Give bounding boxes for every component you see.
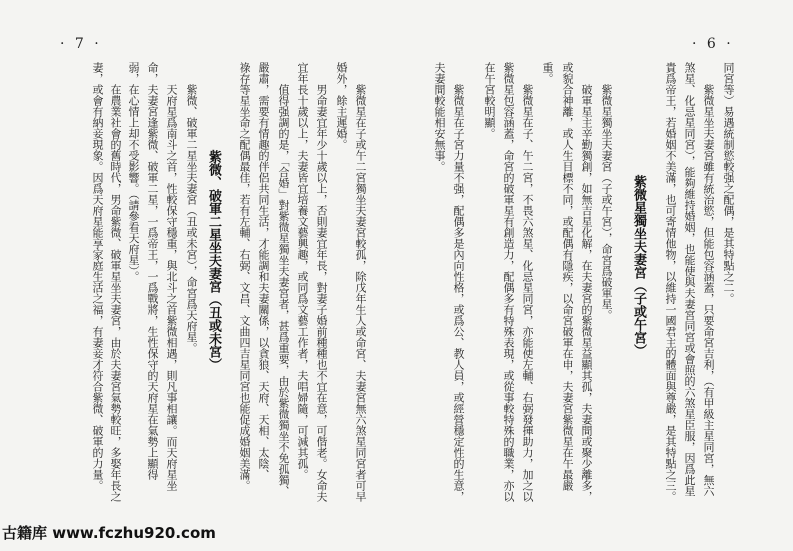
text-column: 煞星、化忌星同宮），能夠維持婚姻，也能使與夫妻宮同宮或會照的六煞星臣服，因爲此星	[683, 62, 696, 497]
text-column: 宜年長十歲以上，夫妻皆宜培養文藝興趣，或同爲文藝工作者，夫唱婦隨，可減其孤。	[296, 62, 309, 480]
text-column: 弱，在心情上却不受影響。（請參看天府星）。	[127, 62, 140, 282]
site-watermark: 古籍库 www.fczhu920.com	[2, 524, 216, 542]
text-column: 男命妻宜年少十歲以上，否則妻宜年長，對妻子婚前種種也不宜在意，可偕老。女命夫	[315, 84, 328, 502]
text-column: 紫微星包容涵蓋，命宮的破軍星有創造力，配偶多有特殊表現，或從事較特殊的職業，亦以	[502, 62, 515, 502]
text-column: 同宮等）易遇統制慾較强之配偶，是其特點之二。	[722, 62, 735, 304]
text-column: 紫微星在子、午二宮，不畏六煞星、化忌星同宮，亦能使左輔、右弼發揮助力，加之以	[521, 84, 534, 502]
page-number: · 6 ·	[692, 36, 734, 52]
text-column: 婚外，餘主遲婚。	[335, 62, 348, 150]
text-column: 在午宮較明顯。	[483, 62, 496, 139]
text-column: 紫微星獨坐夫妻宮（子或午宮），命宮爲破軍星。	[600, 84, 613, 321]
text-column: 紫微星在子或午二宮獨坐夫妻宮較孤，除戊年生人或命宮、夫妻宮無六煞星同宮者可早	[354, 84, 367, 502]
section-heading: 紫微、破軍二星坐夫妻宮（丑或未宮）	[206, 150, 221, 371]
text-column: 破軍星主辛勤獨創，如無吉星化解，在夫妻宮的紫微星益顯其孤，夫妻間或聚少離多，	[580, 84, 593, 502]
text-column: 夫妻間較能相安無事。	[433, 62, 446, 172]
text-column: 重。	[541, 62, 554, 84]
left-page	[0, 0, 396, 551]
text-column: 紫微星坐夫妻宮雖有統治慾，但能包容涵蓋，只要命宮吉利，（有甲級主星同宮，無六	[702, 84, 715, 497]
section-heading: 紫微星獨坐夫妻宮（子或午宮）	[631, 175, 646, 357]
text-column: 祿存等星坐命之配偶最佳，若有左輔、右弼、文昌、文曲四吉星同宮也能促成婚姻美滿。	[238, 62, 251, 491]
text-column: 紫微星在子宮力量不强，配偶多是內向性格，或爲公、教人員，或經營穩定性的生意，	[452, 84, 465, 502]
text-column: 天府星爲南斗之首，性較保守穩重，與北斗之首紫微相遇，則凡事相讓。而天府星坐	[165, 84, 178, 491]
right-page	[396, 0, 793, 551]
text-column: 命，夫妻宮逢紫微、破軍二星，一爲帝王，一爲戰將，生性保守的天府星在氣勢上顯得	[146, 62, 159, 480]
text-column: 或貌合神離，或人生目標不同，或配偶有隱疾，以命宮破軍在申，夫妻宮紫微星在午最嚴	[561, 62, 574, 491]
text-column: 妻，或會有納妾現象。因爲天府星能享家庭生活之福，有妻妾才符合紫微、破軍的力量。	[91, 62, 104, 491]
text-column: 嚴肅，需要有情趣的伴侶共同生活，才能調和夫妻關係，以貪狼、天府、天相、太陰、	[257, 62, 270, 480]
text-column: 紫微、破軍二星坐夫妻宮（丑或未宮），命宮爲天府星。	[185, 84, 198, 354]
text-column: 值得强調的是，「合婚」對紫微星獨坐夫妻宮者，甚爲重要，由於紫微獨坐不免孤獨、	[277, 84, 290, 497]
page-number: · 7 ·	[60, 36, 102, 52]
text-column: 在農業社會的舊時代，男命紫微、破軍星坐夫妻宮，由於夫妻宮氣勢較旺，多娶年長之	[109, 84, 122, 502]
text-column: 貴爲帝王，若婚姻不美滿，也可寄情他物，以維持一國君主的體面與尊嚴，是其特點之三。	[664, 62, 677, 502]
